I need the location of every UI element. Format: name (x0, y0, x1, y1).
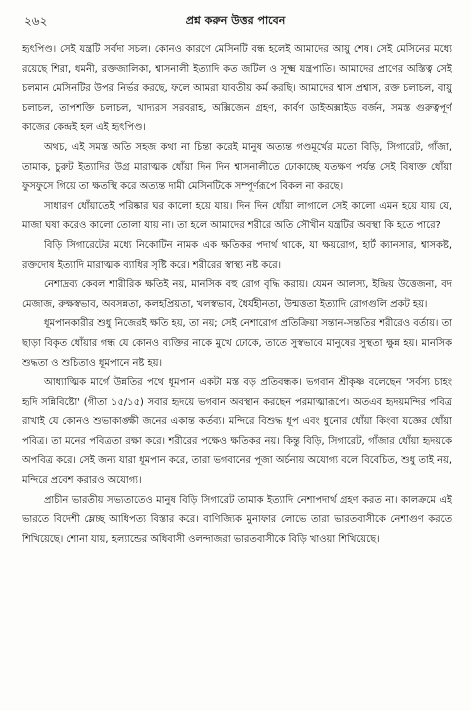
page-header (24, 12, 447, 30)
page-number: ২৬২ (24, 14, 48, 28)
paragraph: নেশাদ্রব্য কেবল শারীরিক ক্ষতিই নয়, মানসিক বহু রোগ বৃদ্ধি করায়। যেমন আলস্য, ইন্দ্রিয় উত্তেজনা, বদ মেজাজ, রুক্ষস্বভাব, অবসন্নতা, কলহপ্রিয়তা, খলস্বভাব, ধৈর্যহীনতা, উন্মত্ততা ইত্যাদি রোগগুলি প্রকট হয়। (22, 279, 452, 310)
paragraph: বিড়ি সিগারেটের মধ্যে নিকোটিন নামক এক ক্ষতিকর পদার্থ থাকে, যা ক্ষয়রোগ, হার্ট ক্যানসার, শ্বাসকষ্ট, রক্তদোষ ইত্যাদি মারাত্মক ব্যাধির সৃষ্টি করে। শরীরের স্বাস্থ্য নষ্ট করে। (22, 239, 452, 271)
paragraph: হৃৎপিণ্ড। সেই যন্ত্রটি সর্বদা সচল। কোনও কারণে মেসিনটি বন্ধ হলেই আমাদের আয়ু শেষ। সেই মেসিনের মধ্যে রয়েছে শিরা, ধমনী, রক্তজালিকা, শ্বাসনালী ইত্যাদি কত জটিল ও সূক্ষ্ম যন্ত্রপাতি। আমাদের প্রাণের অস্তিত্ব সেই চলমান মেসিনটির উপর নির্ভর করছে, ফলে আমরা যাবতীয় কর্ম করছি। আমাদের শ্বাস প্রশ্বাস, রক্ত চলাচল, বায়ু চলাচল, তাপশক্তি চলাচল, খাদ্যরস সরবরাহ, অক্সিজেন গ্রহণ, কার্বণ ডাইঅক্সাইড বর্জন, সমস্ত গুরুত্বপূর্ণ কাজের কেন্দ্রই হল এই হৃৎপিণ্ড। (22, 44, 452, 134)
paragraph: অথচ, এই সমস্ত অতি সহজ কথা না চিন্তা করেই মানুষ অত্যন্ত গণ্ডমূর্খের মতো বিড়ি, সিগারেট, গাঁজা, তামাক, চুরুট ইত্যাদির উগ্র মারাত্মক ধোঁয়া দিন দিন শ্বাসনালীতে ঢোকাচ্ছে যতক্ষণ পর্যন্ত সেই বিষাক্ত ধোঁয়া ফুসফুসে গিয়ে তা ক্ষতস্থি করে অত্যন্ত দামী মেসিনটিকে সম্পূর্ণরূপে বিকল না করছে। (22, 141, 452, 193)
paragraph: ধূমপানকারীর শুধু নিজেরই ক্ষতি হয়, তা নয়; সেই নেশারোগ প্রতিক্রিয়া সন্তান-সন্ততির শরীরেও বর্তায়। তা ছাড়া বিকৃত ধোঁয়ার গন্ধ যে কোনও ব্যক্তির নাকে মুখে ঢোকে, তাতে সুস্বভাবে মানুষের সুস্থতা ক্ষুন্ন হয়। মানসিক শুদ্ধতা ও শুচিতাও ধূমপানে নষ্ট হয়। (22, 318, 452, 369)
running-title: প্রশ্ন করুন উত্তর পাবেন (185, 14, 286, 27)
paragraph: সাধারণ ধোঁয়াতেই পরিষ্কার ঘর কালো হয়ে যায়। দিন দিন ধোঁয়া লাগালে সেই কালো এমন হয়ে যায় যে, মাজা ঘষা করেও কালো তোলা যায় না। তা হলে আমাদের শরীরে অতি সৌখীন যন্ত্রটির অবস্থা কি হতে পারে? (22, 200, 452, 232)
body-text (22, 40, 452, 705)
paragraph: প্রাচীন ভারতীয় সভ্যতাতেও মানুষ বিড়ি সিগারেট তামাক ইত্যাদি নেশাপদার্থ গ্রহণ করত না। কালক্রমে এই ভারতে বিদেশী ম্লেচ্ছ আধিপত্য বিস্তার করে। বাণিজ্যিক মুনাফার লোভে তারা ভারতবাসীকে নেশাগুণ করতে শিখিয়েছে। শোনা যায়, হল্যান্ডের অধিবাসী ওলন্দাজরা ভারতবাসীকে বিড়ি খাওয়া শিখিয়েছে। (22, 494, 452, 545)
paragraph: আধ্যাত্মিক মার্গে উন্নতির পথে ধূমপান একটা মস্ত বড় প্রতিবন্ধক। ভগবান শ্রীকৃষ্ণ বলেছেন 'সর্বস্য চাহং হৃদি সন্নিবিষ্টো' (গীতা ১৫/১৫) সবার হৃদয়ে ভগবান অবস্থান করছেন পরমাত্মারূপে। অতএব হৃদয়মন্দির পবিত্র রাখাই যে কোনও শুভাকাঙ্ক্ষী জনের একান্ত কর্তব্য। মন্দিরে বিশুদ্ধ ধূপ এবং ধুনোর ধোঁয়া কিংবা যজ্ঞের ধোঁয়া পবিত্র। তা মনের পবিত্রতা রক্ষা করে। শরীরের পক্ষেও ক্ষতিকর নয়। কিন্তু বিড়ি, সিগারেট, গাঁজার ধোঁয়া হৃদয়কে অপবিত্র করে। সেই জন্য যারা ধূমপান করে, তারা ভগবানের পূজা অর্চনায় অযোগ্য বলে বিবেচিত, শুধু তাই নয়, মন্দিরে প্রবেশ করারও অযোগ্য। (22, 377, 452, 487)
